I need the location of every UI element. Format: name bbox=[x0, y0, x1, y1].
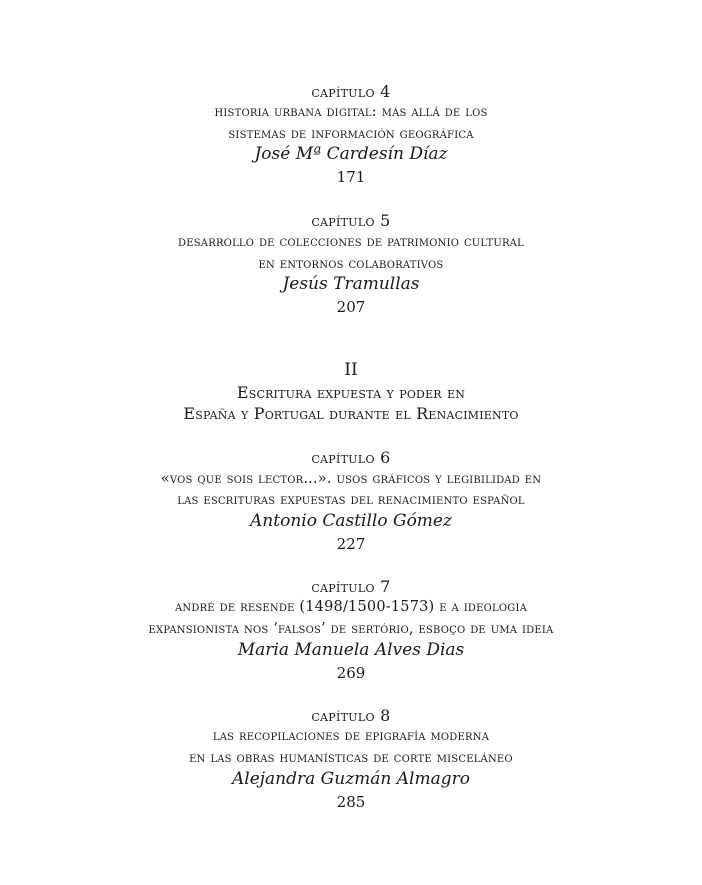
part-title-line: Escritura expuesta y poder en bbox=[236, 383, 466, 402]
chapter-author: Alejandra Guzmán Almagro bbox=[232, 769, 470, 789]
chapter-author: Jesús Tramullas bbox=[282, 274, 420, 294]
chapter-title-line: expansionista nos ‘falsos’ de sertório, esboço de uma ideia bbox=[148, 621, 554, 637]
chapter-title-line: las recopilaciones de epigrafía moderna bbox=[212, 728, 490, 744]
chapter-label: capítulo 5 bbox=[311, 211, 391, 230]
chapter-title-line: las escrituras expuestas del renacimiento español bbox=[177, 492, 525, 508]
chapter-title-line: en entornos colaborativos bbox=[258, 256, 444, 272]
chapter-page-number: 207 bbox=[336, 298, 366, 316]
chapter-title-line: en las obras humanísticas de corte misceláneo bbox=[189, 750, 513, 766]
chapter-page-number: 285 bbox=[336, 793, 366, 811]
part-title-line: España y Portugal durante el Renacimiento bbox=[183, 404, 519, 423]
chapter-page-number: 269 bbox=[336, 664, 366, 682]
chapter-label: capítulo 8 bbox=[311, 706, 391, 725]
chapter-title-line: «vos que sois lector...». usos gráficos y legibilidad en bbox=[160, 471, 542, 487]
chapter-title-line: historia urbana digital: más allá de los bbox=[214, 104, 488, 120]
chapter-title-line: andré de resende (1498/1500-1573) e a ideologia bbox=[174, 599, 528, 615]
chapter-page-number: 171 bbox=[336, 168, 366, 186]
chapter-title-line: sistemas de información geográfica bbox=[228, 126, 474, 142]
chapter-author: Antonio Castillo Gómez bbox=[250, 511, 452, 531]
chapter-title-line: desarrollo de colecciones de patrimonio cultural bbox=[178, 234, 524, 250]
chapter-label: capítulo 7 bbox=[311, 577, 391, 596]
chapter-author: José Mª Cardesín Díaz bbox=[254, 144, 448, 164]
part-number: II bbox=[344, 360, 358, 380]
chapter-label: capítulo 6 bbox=[311, 448, 391, 467]
chapter-author: Maria Manuela Alves Dias bbox=[237, 640, 465, 660]
chapter-page-number: 227 bbox=[336, 535, 366, 553]
chapter-label: capítulo 4 bbox=[311, 82, 391, 101]
